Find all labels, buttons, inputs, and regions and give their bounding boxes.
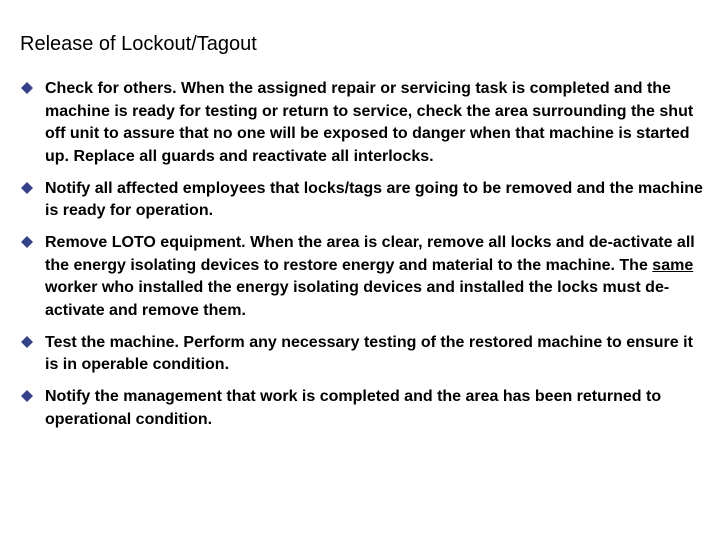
bullet-list bbox=[20, 78, 710, 441]
diamond-bullet-icon bbox=[21, 82, 33, 94]
diamond-bullet-icon bbox=[21, 182, 33, 194]
bullet-text-start: Remove LOTO equipment. When the area is clear, remove all locks and de-activate all the energy isolating devices to restore energy and material to the machine. The bbox=[45, 234, 695, 274]
underlined-word: same bbox=[652, 256, 694, 274]
bullet-text-end: worker who installed the energy isolating devices and installed the locks must de-activate and remove them. bbox=[45, 279, 670, 319]
bullet-text: Check for others. When the assigned repair or servicing task is completed and the machine is ready for testing or return to service, check the area surrounding the shut off unit to assure that no one will be exposed to danger when that machine is started up. Replace all guards and reactivate all interlocks. bbox=[45, 80, 694, 165]
bullet-notify-employees bbox=[20, 178, 710, 223]
diamond-bullet-icon bbox=[21, 336, 33, 348]
diamond-bullet-icon bbox=[21, 236, 33, 248]
bullet-check-for-others bbox=[20, 78, 710, 168]
diamond-bullet-icon bbox=[21, 390, 33, 402]
bullet-text: Notify the management that work is completed and the area has been returned to operational condition. bbox=[45, 388, 662, 428]
bullet-test-machine bbox=[20, 332, 710, 377]
bullet-remove-loto bbox=[20, 232, 710, 322]
bullet-notify-management bbox=[20, 386, 710, 431]
bullet-text: Notify all affected employees that locks/tags are going to be removed and the machine is ready for operation. bbox=[45, 179, 703, 219]
bullet-text: Test the machine. Perform any necessary testing of the restored machine to ensure it is in operable condition. bbox=[45, 333, 693, 373]
slide-title: Release of Lockout/Tagout bbox=[20, 33, 257, 55]
